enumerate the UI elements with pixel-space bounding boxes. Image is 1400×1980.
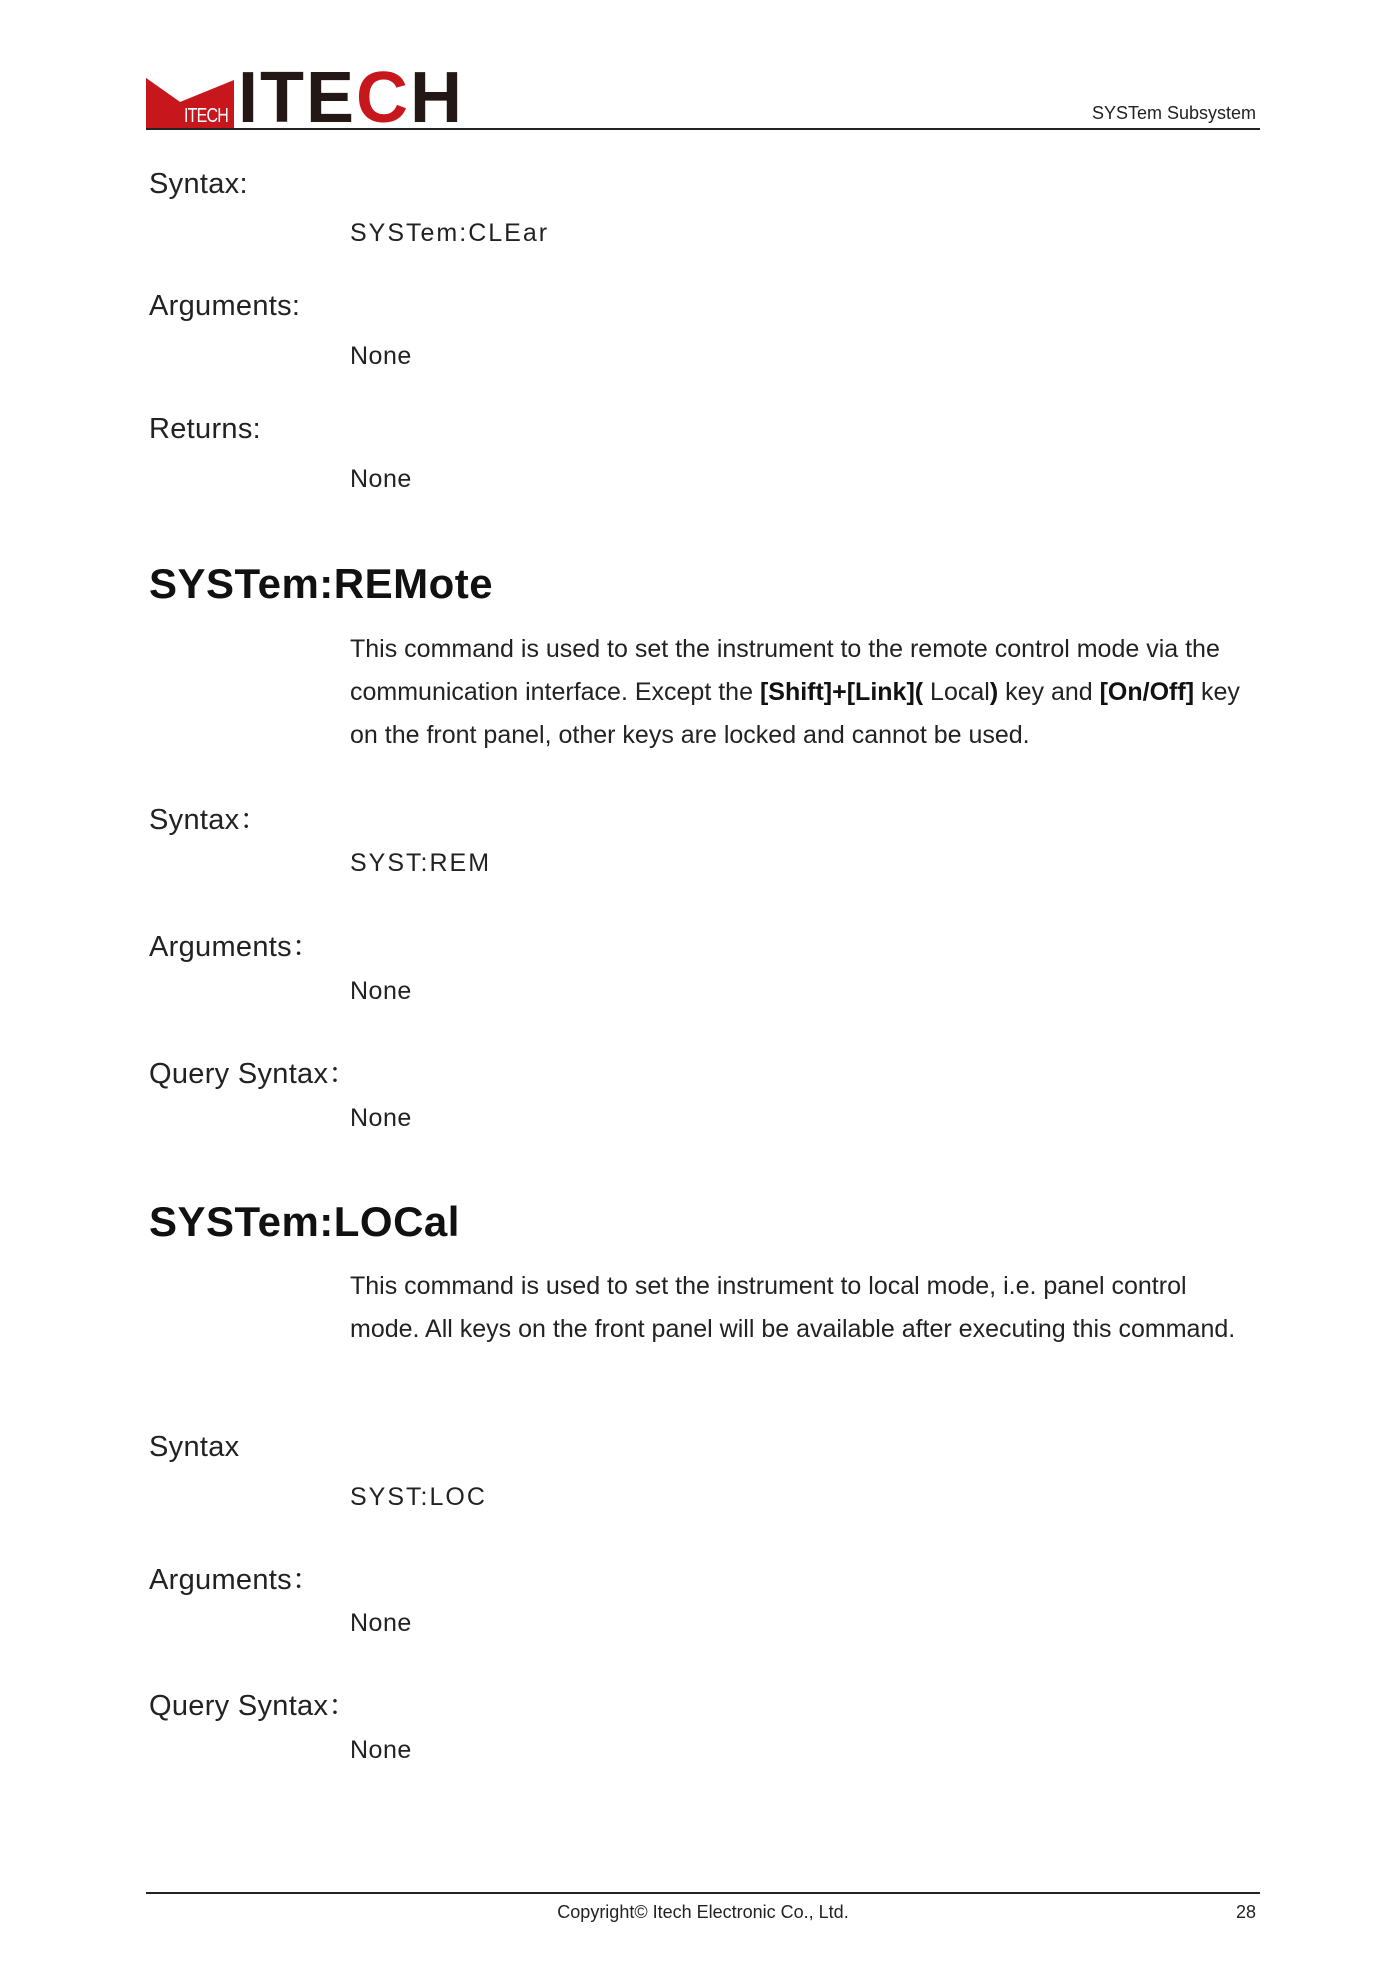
local-query-label: Query Syntax： bbox=[149, 1690, 358, 1722]
logo-mark-icon bbox=[146, 72, 234, 128]
clear-syntax-label: Syntax: bbox=[149, 168, 248, 200]
page-header bbox=[146, 58, 1260, 138]
local-arguments-value: None bbox=[350, 1609, 412, 1637]
clear-syntax-value: SYSTem:CLEar bbox=[350, 219, 550, 247]
clear-returns-label: Returns: bbox=[149, 413, 261, 445]
logo-wordmark-accent-letter: C bbox=[356, 58, 411, 138]
remote-desc-key-close: ) bbox=[989, 678, 999, 706]
footer-copyright: Copyright© Itech Electronic Co., Ltd. bbox=[557, 1902, 849, 1922]
remote-description bbox=[350, 628, 1260, 757]
remote-desc-text-1: This command is used to set the instrument to the remote control mode via the communication interface. Except the bbox=[350, 635, 1220, 706]
header-section-title: SYSTem Subsystem bbox=[1091, 103, 1256, 123]
remote-syntax-value: SYST:REM bbox=[350, 849, 492, 877]
remote-desc-text-2: Local bbox=[923, 678, 990, 706]
logo-wordmark-text: ITECH bbox=[238, 58, 465, 138]
clear-arguments-value: None bbox=[350, 342, 412, 370]
remote-desc-text-3: key and bbox=[998, 678, 1100, 706]
local-syntax-label: Syntax bbox=[149, 1431, 240, 1463]
itech-logo bbox=[146, 58, 465, 138]
remote-heading: SYSTem:REMote bbox=[149, 560, 494, 607]
local-description: This command is used to set the instrument to local mode, i.e. panel control mode. All keys on the front panel will be available after executing this command. bbox=[350, 1272, 1236, 1343]
remote-query-value: None bbox=[350, 1104, 412, 1132]
remote-desc-text-4: key on the front panel, other keys are locked and cannot be used. bbox=[350, 678, 1240, 749]
local-query-value: None bbox=[350, 1736, 412, 1764]
remote-desc-key-onoff: [On/Off] bbox=[1099, 678, 1195, 706]
clear-arguments-label: Arguments: bbox=[149, 290, 301, 322]
logo-mark-text: ITECH bbox=[184, 105, 228, 127]
logo-wordmark bbox=[238, 58, 465, 138]
footer-page-number: 28 bbox=[1235, 1902, 1256, 1922]
local-syntax-value: SYST:LOC bbox=[350, 1483, 487, 1511]
remote-arguments-label: Arguments： bbox=[149, 931, 322, 963]
local-arguments-label: Arguments： bbox=[149, 1564, 322, 1596]
page-footer bbox=[146, 1892, 1260, 1934]
remote-arguments-value: None bbox=[350, 977, 412, 1005]
remote-query-label: Query Syntax： bbox=[149, 1058, 358, 1090]
remote-desc-key-shift-link: [Shift]+[Link]( bbox=[759, 678, 924, 706]
remote-syntax-label: Syntax： bbox=[149, 804, 269, 836]
clear-returns-value: None bbox=[350, 465, 412, 493]
local-heading: SYSTem:LOCal bbox=[149, 1198, 460, 1245]
